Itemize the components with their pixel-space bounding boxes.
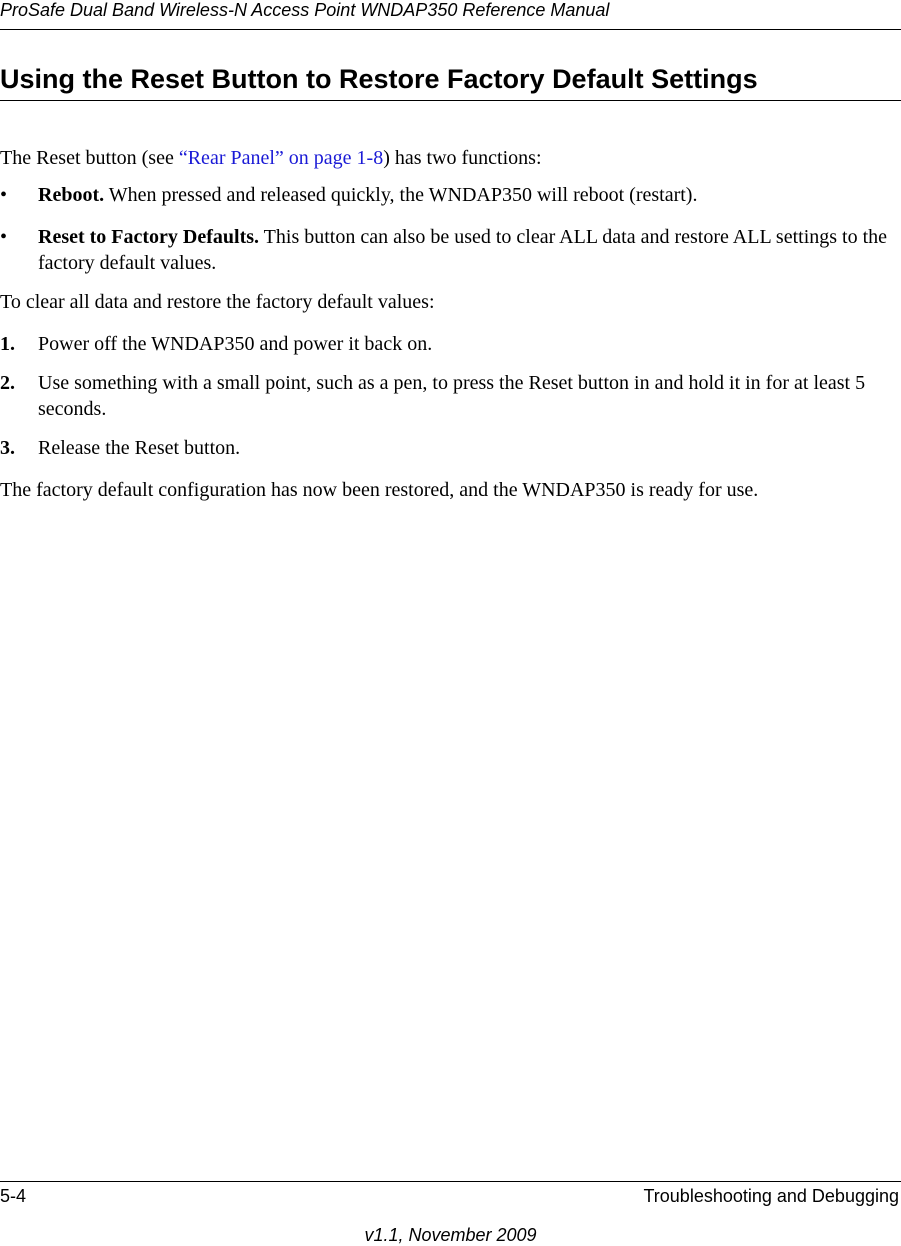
version-label: v1.1, November 2009: [364, 1225, 537, 1245]
step-text: Power off the WNDAP350 and power it back on.: [38, 333, 433, 355]
intro-paragraph: [0, 145, 542, 171]
bullet-term: Reboot.: [38, 184, 105, 206]
step-text: Use something with a small point, such as a pen, to press the Reset button in and hold it in for at least 5 seconds.: [38, 372, 866, 420]
intro-text-before: The Reset button (see: [0, 147, 179, 169]
section-title: Using the Reset Button to Restore Factory Default Settings: [0, 64, 758, 94]
closing-paragraph: The factory default configuration has now been restored, and the WNDAP350 is ready for use.: [0, 479, 759, 501]
bullet-marker: •: [0, 184, 8, 206]
rear-panel-link[interactable]: “Rear Panel” on page 1-8: [178, 147, 384, 169]
footer-rule: [0, 1181, 901, 1182]
bullet-term: Reset to Factory Defaults.: [38, 226, 260, 248]
title-rule: [0, 100, 901, 101]
bullet-body: [38, 182, 900, 208]
bullet-text: This button can also be used to clear ALL data and restore ALL settings to the factory default values.: [38, 226, 888, 274]
step-number: 3.: [0, 437, 15, 459]
header-rule: [0, 29, 901, 30]
step-number: 2.: [0, 372, 15, 394]
step-number: 1.: [0, 333, 15, 355]
bullet-body: [38, 224, 900, 276]
bullet-marker: •: [0, 226, 8, 248]
chapter-title: Troubleshooting and Debugging: [643, 1186, 899, 1206]
step-text: Release the Reset button.: [38, 437, 241, 459]
page-number: 5-4: [0, 1186, 27, 1206]
intro-text-after: ) has two functions:: [383, 147, 542, 169]
bullet-text: When pressed and released quickly, the WNDAP350 will reboot (restart).: [104, 184, 698, 206]
running-header: ProSafe Dual Band Wireless-N Access Point WNDAP350 Reference Manual: [0, 0, 610, 20]
lead-in-paragraph: To clear all data and restore the factory default values:: [0, 291, 435, 313]
